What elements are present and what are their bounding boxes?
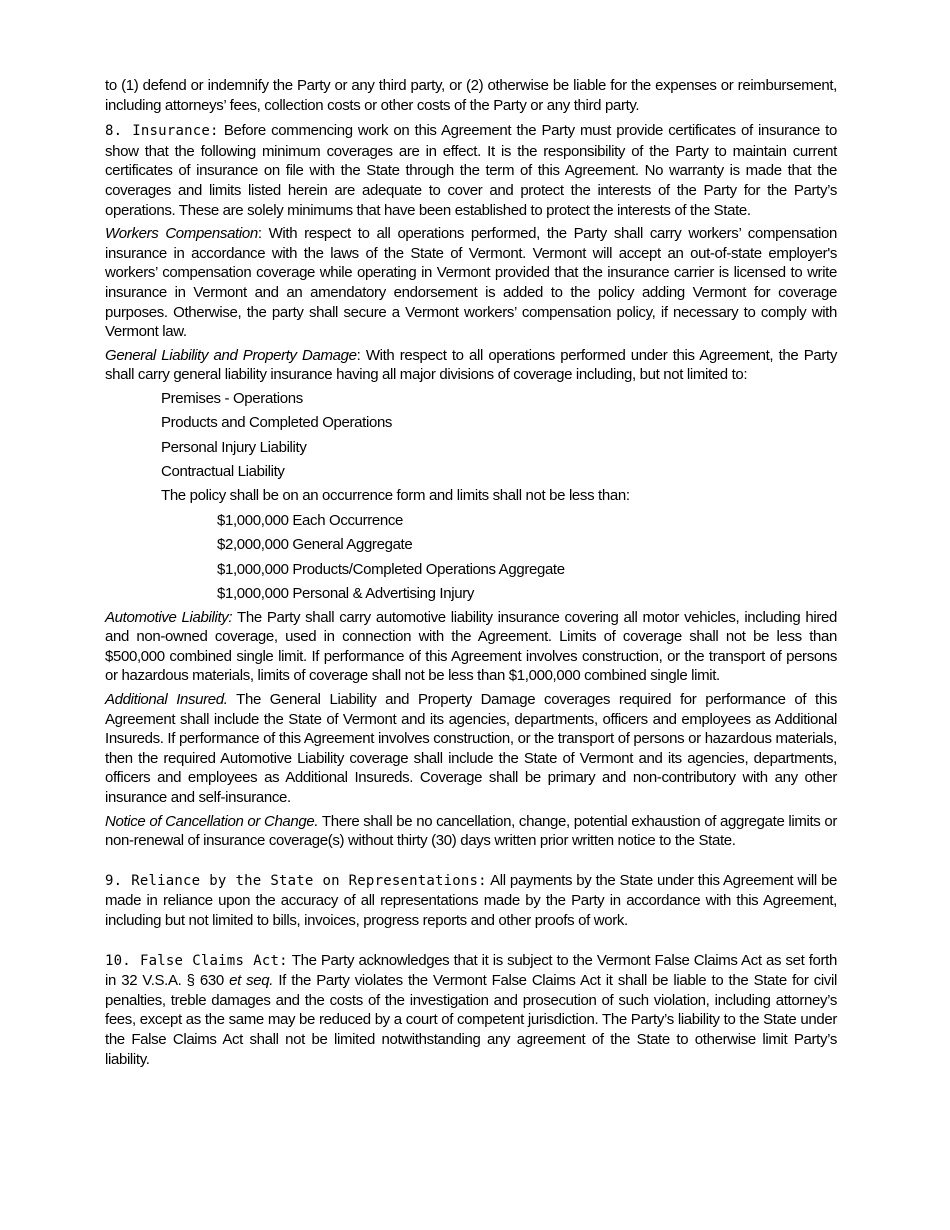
- limit-item: $1,000,000 Products/Completed Operations Aggregate: [217, 560, 565, 578]
- false-claims-heading: 10. False Claims Act:: [105, 952, 288, 969]
- workers-comp-text: : With respect to all operations performed, the Party shall carry workers’ compensation insurance in accordance with the laws of the State of Vermont. Vermont will accept an out-of-state employer's workers’ compensation coverage while operating in Vermont provided that the insurance carrier is licensed to write insurance in Vermont and an amendatory endorsement is added to the policy adding Vermont for coverage purposes. Otherwise, the party shall secure a Vermont workers’ compensation policy, if necessary to comply with Vermont law.: [105, 225, 837, 341]
- insurance-section: [105, 121, 837, 220]
- general-liability-label: General Liability and Property Damage: [105, 346, 357, 364]
- false-claims-section: [105, 951, 837, 1070]
- automotive-label: Automotive Liability:: [105, 608, 233, 626]
- reliance-text: All payments by the State under this Agreement will be made in reliance upon the accuracy of all representations made by the Party in accordance with this Agreement, including but not limited to bills, invoices, progress reports and other proofs of work.: [105, 871, 837, 929]
- cancellation-text: There shall be no cancellation, change, potential exhaustion of aggregate limits or non-renewal of insurance coverage(s) without thirty (30) days written prior written notice to the State.: [105, 812, 838, 850]
- automotive-text: The Party shall carry automotive liability insurance covering all motor vehicles, including hired and non-owned coverage, used in connection with the Agreement. Limits of coverage shall not be less than $500,000 combined single limit. If performance of this Agreement involves construction, or the transport of persons or hazardous materials, limits of coverage shall not be less than $1,000,000 combined single limit.: [105, 608, 838, 685]
- limits-list: [217, 511, 837, 604]
- coverage-item: Premises - Operations: [161, 389, 303, 407]
- additional-insured-text: The General Liability and Property Damage coverages required for performance of this Agreement shall include the State of Vermont and its agencies, departments, officers and employees as Additional Insureds. If performance of this Agreement involves construction, or the transport of persons or hazardous materials, then the required Automotive Liability coverage shall include the State of Vermont and its agencies, departments, officers and employees as Additional Insureds. Coverage shall be primary and non-contributory with any other insurance and self-insurance.: [105, 691, 837, 806]
- false-claims-text-before: The Party acknowledges that it is subject to the Vermont False Claims Act as set forth in 32 V.S.A. § 630: [105, 951, 837, 990]
- coverage-item: Personal Injury Liability: [161, 438, 307, 456]
- general-liability-paragraph: [105, 346, 837, 385]
- general-liability-text: : With respect to all operations performed under this Agreement, the Party shall carry general liability insurance having all major divisions of coverage including, but not limited to:: [105, 346, 838, 384]
- workers-comp-paragraph: [105, 224, 837, 342]
- limit-item: $1,000,000 Each Occurrence: [217, 511, 404, 529]
- intro-paragraph: [105, 76, 837, 115]
- intro-text: to (1) defend or indemnify the Party or any third party, or (2) otherwise be liable for the expenses or reimbursement, including attorneys’ fees, collection costs or other costs of the Party or any third party.: [105, 77, 837, 114]
- workers-comp-label: Workers Compensation: [105, 225, 258, 243]
- document-page: [105, 76, 837, 1069]
- et-seq: et seq.: [229, 972, 274, 990]
- insurance-heading: 8. Insurance:: [105, 123, 219, 140]
- coverage-item: Contractual Liability: [161, 463, 285, 481]
- additional-insured-paragraph: [105, 690, 837, 808]
- automotive-paragraph: [105, 608, 837, 686]
- cancellation-label: Notice of Cancellation or Change.: [105, 812, 319, 830]
- additional-insured-label: Additional Insured.: [105, 691, 228, 708]
- reliance-heading: 9. Reliance by the State on Representations:: [105, 872, 487, 889]
- reliance-section: [105, 871, 837, 931]
- cancellation-paragraph: [105, 812, 837, 851]
- coverage-item: Products and Completed Operations: [161, 414, 393, 432]
- false-claims-text-after: If the Party violates the Vermont False Claims Act it shall be liable to the State for civil penalties, treble damages and the costs of the investigation and prosecution of such violation, including attorney’s fees, except as the same may be reduced by a court of competent jurisdiction. The Party’s liability to the State under the False Claims Act shall not be limited notwithstanding any agreement of the State to otherwise limit Party’s liability.: [105, 972, 837, 1068]
- limit-item: $1,000,000 Personal & Advertising Injury: [217, 585, 475, 603]
- insurance-text: Before commencing work on this Agreement the Party must provide certificates of insurance to show that the following minimum coverages are in effect. It is the responsibility of the Party to maintain current certificates of insurance on file with the State through the term of this Agreement. No warranty is made that the coverages and limits listed herein are adequate to cover and protect the interests of the Party for the Party’s operations. These are solely minimums that have been established to protect the interests of the State.: [105, 122, 837, 219]
- policy-form-text: The policy shall be on an occurrence form and limits shall not be less than:: [161, 487, 630, 505]
- limit-item: $2,000,000 General Aggregate: [217, 536, 413, 554]
- coverage-list: [161, 389, 837, 506]
